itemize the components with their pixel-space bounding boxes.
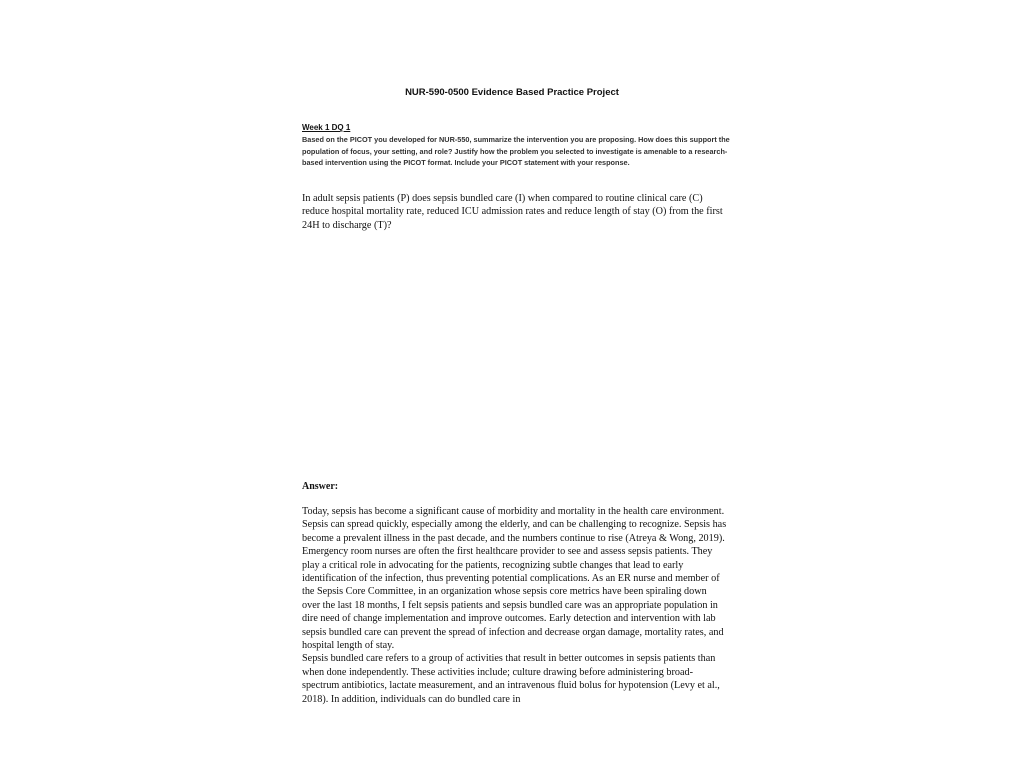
answer-label: Answer:: [302, 481, 339, 492]
week-heading: Week 1 DQ 1: [302, 123, 351, 132]
answer-paragraph: Sepsis bundled care refers to a group of activities that result in better outcomes in sepsis patients than when done independently. These activities include; culture drawing before administering broad-spectrum antibiotics, lactate measurement, and an intravenous fluid bolus for hypotension (Levy et al., 2018). In addition, individuals can do bundled care in: [302, 653, 720, 705]
document-title: NUR-590-0500 Evidence Based Practice Project: [405, 87, 619, 98]
answer-paragraph: Today, sepsis has become a significant cause of morbidity and mortality in the health care environment. Sepsis can spread quickly, especially among the elderly, and can be challenging to recognize. Sepsis has become a prevalent illness in the past decade, and the numbers continue to rise (Atreya & Wong, 2019). Emergency room nurses are often the first healthcare provider to see and assess sepsis patients. They play a critical role in advocating for the patients, recognizing subtle changes that lead to early identification of the infection, thus preventing potential complications. As an ER nurse and member of the Sepsis Core Committee, in an organization whose sepsis core metrics have been spiraling down over the last 18 months, I felt sepsis patients and sepsis bundled care was an appropriate population in dire need of change implementation and improve outcomes. Early detection and intervention with lab sepsis bundled care can prevent the spread of infection and decrease organ damage, mortality rates, and hospital length of stay.: [302, 506, 727, 652]
picot-statement: In adult sepsis patients (P) does sepsis bundled care (I) when compared to routine clinical care (C) reduce hospital mortality rate, reduced ICU admission rates and reduce length of stay (O) from the first 24H to discharge (T)?: [302, 193, 723, 231]
answer-body: [302, 505, 727, 706]
discussion-prompt: Based on the PICOT you developed for NUR-550, summarize the intervention you are proposing. How does this support the population of focus, your setting, and role? Justify how the problem you selected to investigate is amenable to a research-based intervention using the PICOT format. Include your PICOT statement with your response.: [302, 135, 730, 168]
